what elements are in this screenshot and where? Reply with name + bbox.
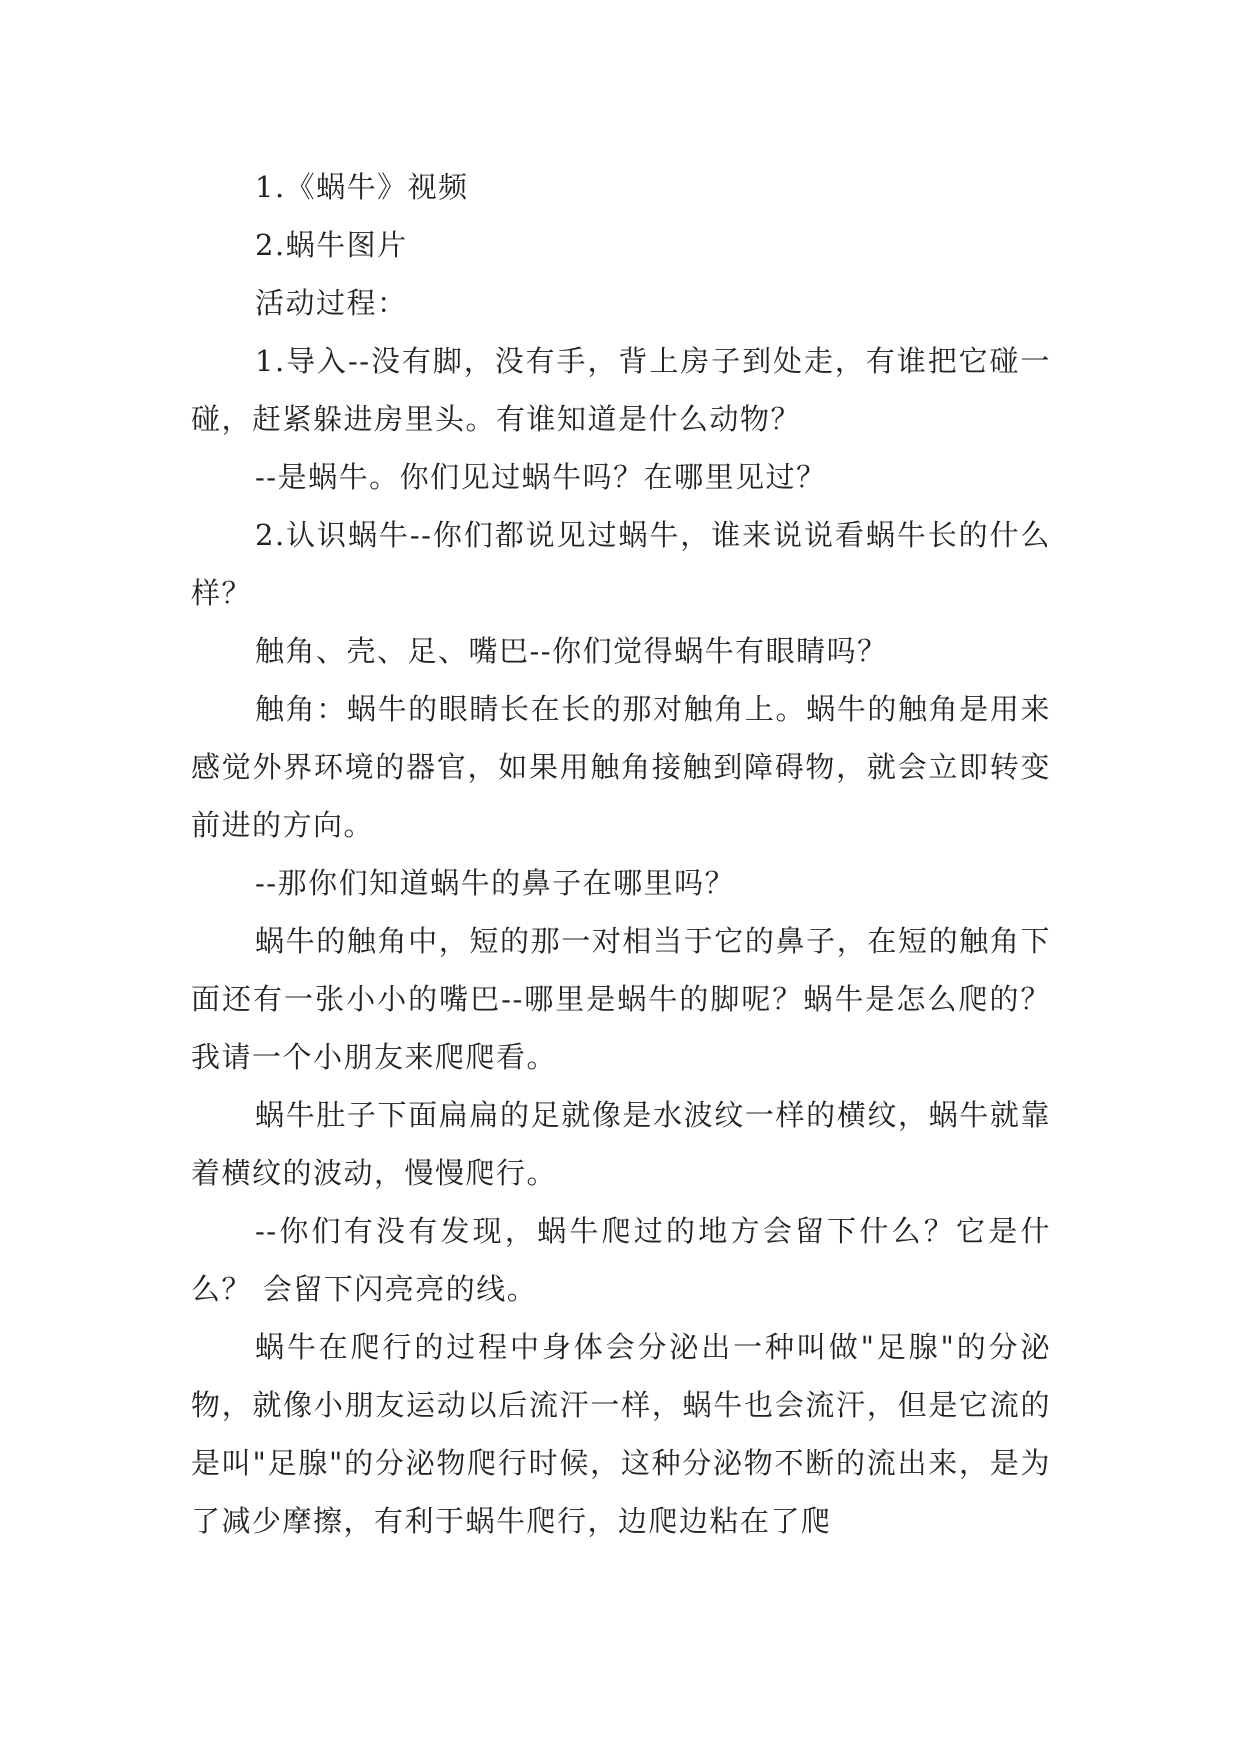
paragraph-materials-video: 1.《蜗牛》视频 — [255, 170, 469, 204]
paragraph-nose-question: --那你们知道蜗牛的鼻子在哪里吗？ — [255, 866, 736, 900]
paragraph-know-snail: 2.认识蜗牛--你们都说见过蜗牛，谁来说说看蜗牛长的什么样？ — [191, 518, 1051, 610]
paragraph-foot: 蜗牛肚子下面扁扁的足就像是水波纹一样的横纹，蜗牛就靠着横纹的波动，慢慢爬行。 — [191, 1098, 1051, 1190]
document-body — [191, 158, 1051, 1550]
paragraph-tentacles: 触角：蜗牛的眼睛长在长的那对触角上。蜗牛的触角是用来感觉外界环境的器官，如果用触角接触到障碍物，就会立即转变前进的方向。 — [191, 692, 1051, 842]
paragraph-materials-pictures: 2.蜗牛图片 — [255, 228, 408, 262]
paragraph-is-snail: --是蜗牛。你们见过蜗牛吗？在哪里见过？ — [255, 460, 827, 494]
paragraph-nose-answer: 蜗牛的触角中，短的那一对相当于它的鼻子，在短的触角下面还有一张小小的嘴巴--哪里是蜗牛的脚呢？蜗牛是怎么爬的？我请一个小朋友来爬爬看。 — [191, 924, 1051, 1074]
paragraph-introduction: 1.导入--没有脚，没有手，背上房子到处走，有谁把它碰一碰，赶紧躲进房里头。有谁知道是什么动物？ — [191, 344, 1051, 436]
paragraph-secretion: 蜗牛在爬行的过程中身体会分泌出一种叫做"足腺"的分泌物，就像小朋友运动以后流汗一样，蜗牛也会流汗，但是它流的是叫"足腺"的分泌物爬行时候，这种分泌物不断的流出来，是为了减少摩擦，有利于蜗牛爬行，边爬边粘在了爬 — [191, 1330, 1051, 1538]
paragraph-body-parts: 触角、壳、足、嘴巴--你们觉得蜗牛有眼睛吗？ — [255, 634, 888, 668]
paragraph-trail-question: --你们有没有发现，蜗牛爬过的地方会留下什么？它是什么？ 会留下闪亮亮的线。 — [191, 1214, 1051, 1306]
paragraph-process-heading: 活动过程： — [255, 286, 408, 320]
